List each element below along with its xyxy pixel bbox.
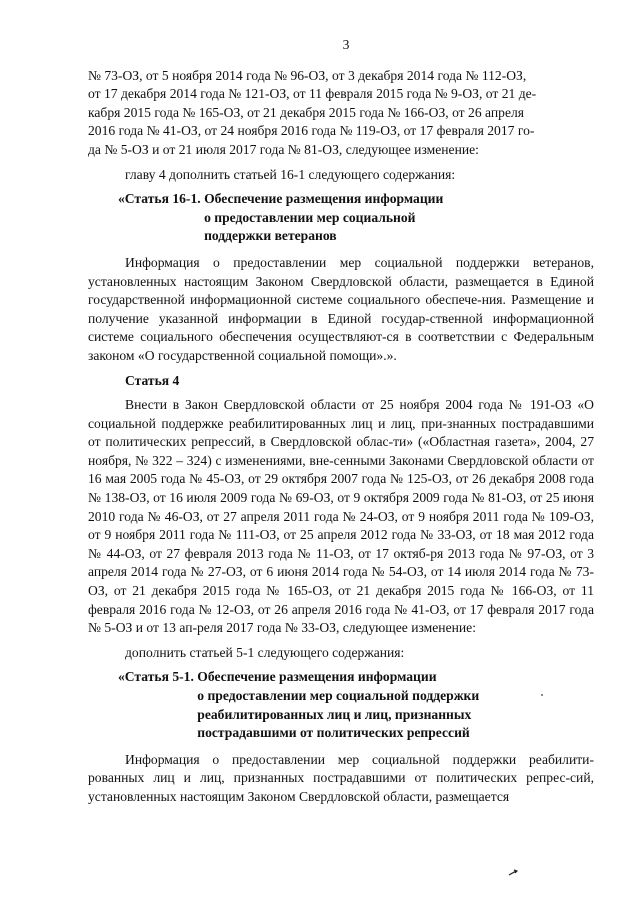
intro-line: да № 5-ОЗ и от 21 июля 2017 года № 81-ОЗ, следующее изменение: bbox=[88, 141, 479, 157]
article-16-1-title-line: Обеспечение размещения информации bbox=[204, 191, 444, 207]
article-5-1-title-line: Обеспечение размещения информации bbox=[197, 669, 437, 685]
intro-paragraph bbox=[88, 67, 594, 160]
article-16-1-title-line: поддержки ветеранов bbox=[204, 228, 337, 244]
intro-line: № 73-ОЗ, от 5 ноября 2014 года № 96-ОЗ, от 3 декабря 2014 года № 112-ОЗ, bbox=[88, 67, 527, 83]
intro-line: кабря 2015 года № 165-ОЗ, от 21 декабря 2015 года № 166-ОЗ, от 26 апреля bbox=[88, 104, 525, 120]
article-5-1-title-line: о предоставлении мер социальной поддержки bbox=[197, 688, 480, 703]
article-5-1-body: Информация о предоставлении мер социальной поддержки реабилити-рованных лиц и лиц, признанных пострадавшими от политических репрес-сий, установленных настоящим Законом Свердловской области, размещается bbox=[88, 751, 594, 804]
intro-line: 2016 года № 41-ОЗ, от 24 ноября 2016 года № 119-ОЗ, от 17 февраля 2017 го- bbox=[88, 123, 535, 139]
article-16-1-title-line: о предоставлении мер социальной bbox=[204, 209, 416, 225]
article-5-1-title-line: реабилитированных лиц и лиц, признанных bbox=[197, 706, 472, 722]
intro-line: от 17 декабря 2014 года № 121-ОЗ, от 11 февраля 2015 года № 9-ОЗ, от 21 де- bbox=[88, 86, 537, 102]
pen-mark-icon bbox=[508, 866, 518, 881]
article-4-body: Внести в Закон Свердловской области от 25 ноября 2004 года № 191-ОЗ «О социальной поддержке реабилитированных лиц и лиц, при-знанных пострадавшими от политических репрессий, в Свердловской облас-ти» («Областная газета», 2004, 27 ноября, № 322 – 324) с изменениями, вне-сенными Законами Свердловской области от 16 мая 2005 года № 45-ОЗ, от 29 октября 2007 года № 125-ОЗ, от 26 декабря 2008 года № 138-ОЗ, от 16 июля 2009 года № 69-ОЗ, от 9 октября 2009 года № 81-ОЗ, от 25 июня 2010 года № 46-ОЗ, от 27 апреля 2011 года № 24-ОЗ, от 9 ноября 2011 года № 109-ОЗ, от 9 ноября 2011 года № 111-ОЗ, от 25 апреля 2012 года № 33-ОЗ, от 18 мая 2012 года № 44-ОЗ, от 27 февраля 2013 года № 11-ОЗ, от 17 октяб-ря 2013 года № 97-ОЗ, от 3 апреля 2014 года № 27-ОЗ, от 6 июня 2014 года № 54-ОЗ, от 14 июля 2014 года № 73-ОЗ, от 21 декабря 2015 года № 165-ОЗ, от 21 декабря 2015 года № 166-ОЗ, от 11 февраля 2016 года № 12-ОЗ, от 26 апреля 2016 года № 41-ОЗ, от 17 февраля 2017 года № 5-ОЗ и от 13 ап-реля 2017 года № 33-ОЗ, следующее изменение: bbox=[88, 397, 594, 636]
article-16-1-label: «Статья 16-1. bbox=[118, 191, 205, 207]
page-number: 3 bbox=[342, 37, 350, 52]
article-5-1-label: «Статья 5-1. bbox=[118, 669, 198, 685]
chapter-add-instruction: главу 4 дополнить статьей 16-1 следующего содержания: bbox=[125, 166, 456, 182]
article-5-1-heading bbox=[118, 668, 594, 742]
article-16-1-heading bbox=[118, 190, 594, 246]
article-4-add-instruction: дополнить статьей 5-1 следующего содержания: bbox=[125, 644, 405, 660]
article-5-1-title-line: пострадавшими от политических репрессий bbox=[197, 725, 470, 741]
scan-speck bbox=[541, 694, 543, 696]
article-4-title: Статья 4 bbox=[125, 372, 180, 388]
article-16-1-body: Информация о предоставлении мер социальной поддержки ветеранов, установленных настоящим Законом Свердловской области, размещается в Единой государственной информационной системе социального обеспече-ния. Размещение и получение указанной информации в Единой государ-ственной информационной системе социального обеспечения осуществляют-ся в соответствии с Федеральным законом «О государственной социальной помощи».». bbox=[88, 254, 594, 363]
page-content bbox=[88, 36, 594, 807]
